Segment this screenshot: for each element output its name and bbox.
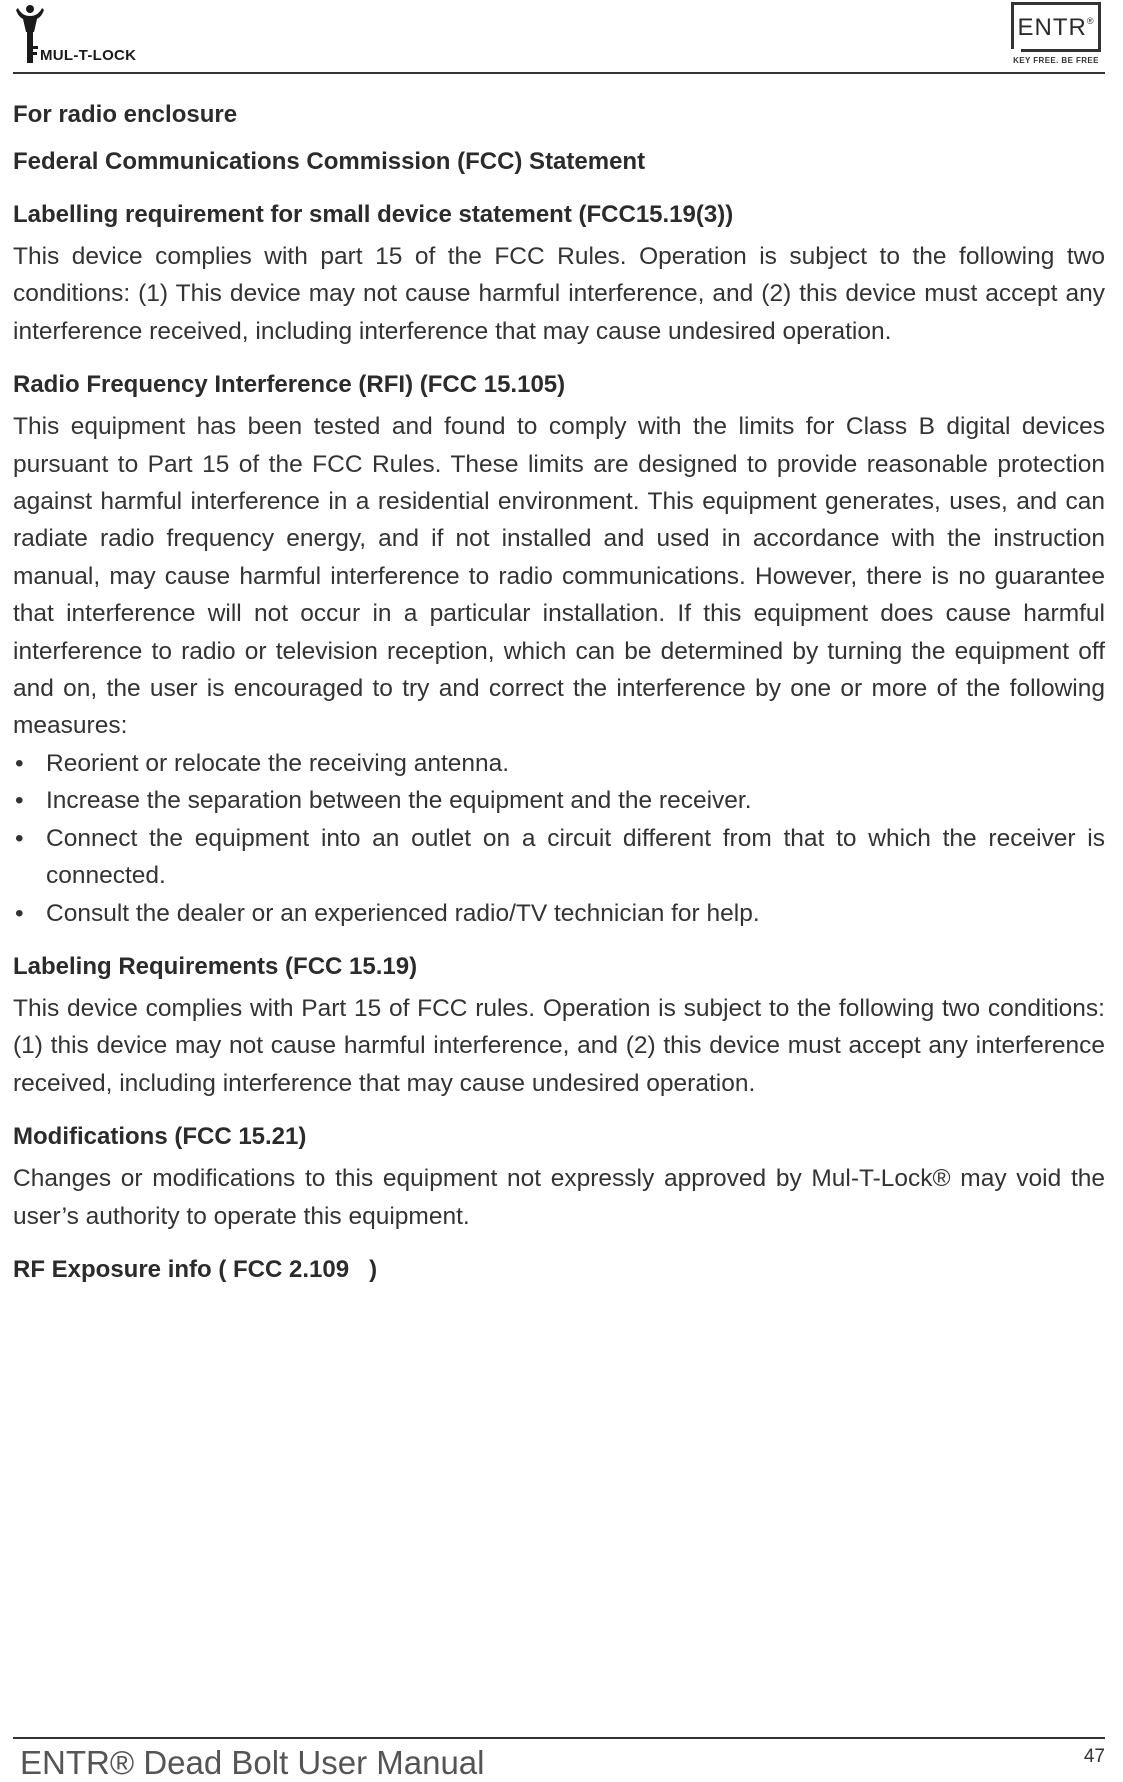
- footer-divider: [13, 1737, 1105, 1739]
- entr-tagline: KEY FREE. BE FREE: [1013, 56, 1099, 65]
- bullet-icon: •: [15, 899, 24, 927]
- page-number: 47: [1083, 1746, 1105, 1767]
- labeling-requirements-text: This device complies with Part 15 of FCC rules. Operation is subject to the following two conditions: (1) this device may not cause harmful interference, and (2) this device must accept any interference received, including interference that may cause undesired operation.: [13, 994, 1105, 1097]
- list-item: • Increase the separation between the equipment and the receiver.: [13, 782, 1105, 819]
- section-title: For radio enclosure: [13, 101, 238, 128]
- bullet-icon: •: [15, 787, 24, 815]
- page-header: [13, 0, 1105, 74]
- bullet-icon: •: [15, 749, 24, 777]
- rf-exposure-heading: RF Exposure info ( FCC 2.109 ): [13, 1255, 378, 1283]
- brand-name: MUL-T-LOCK: [40, 47, 137, 64]
- modifications-heading: Modifications (FCC 15.21): [13, 1123, 307, 1151]
- entr-logo-frame: [1011, 2, 1101, 52]
- footer-manual-title: ENTR® Dead Bolt User Manual: [20, 1744, 485, 1781]
- list-item: • Reorient or relocate the receiving antenna.: [13, 745, 1105, 782]
- entr-logo-text: ENTR®: [1017, 14, 1095, 41]
- rfi-text: This equipment has been tested and found to comply with the limits for Class B digital devices pursuant to Part 15 of the FCC Rules. These limits are designed to provide reasonable protection against harmful interference in a residential environment. This equipment generates, uses, and can radiate radio frequency energy, and if not installed and used in accordance with the instruction manual, may cause harmful interference to radio communications. However, there is no guarantee that interference will not occur in a particular installation. If this equipment does cause harmful interference to radio or television reception, which can be determined by turning the equipment off and on, the user is encouraged to try and correct the interference by one or more of the following measures:: [13, 413, 1105, 740]
- list-item: • Connect the equipment into an outlet on a circuit different from that to which the receiver is connected.: [13, 820, 1105, 895]
- labelling-heading: Labelling requirement for small device statement (FCC15.19(3)): [13, 201, 734, 228]
- entr-logo: [1007, 2, 1105, 68]
- labelling-text: This device complies with part 15 of the FCC Rules. Operation is subject to the following two conditions: (1) This device may not cause harmful interference, and (2) this device must accept any interference received, including interference that may cause undesired operation.: [13, 243, 1105, 345]
- list-item: • Consult the dealer or an experienced radio/TV technician for help.: [13, 895, 1105, 932]
- fcc-statement-heading: Federal Communications Commission (FCC) Statement: [13, 148, 646, 175]
- modifications-text: Changes or modifications to this equipment not expressly approved by Mul-T-Lock® may void the user’s authority to operate this equipment.: [13, 1165, 1105, 1230]
- page-content: [13, 98, 1105, 1287]
- rfi-heading: Radio Frequency Interference (RFI) (FCC 15.105): [13, 371, 566, 399]
- bullet-icon: •: [15, 824, 24, 852]
- labeling-requirements-heading: Labeling Requirements (FCC 15.19): [13, 952, 418, 980]
- rfi-measures-list: [13, 745, 1105, 932]
